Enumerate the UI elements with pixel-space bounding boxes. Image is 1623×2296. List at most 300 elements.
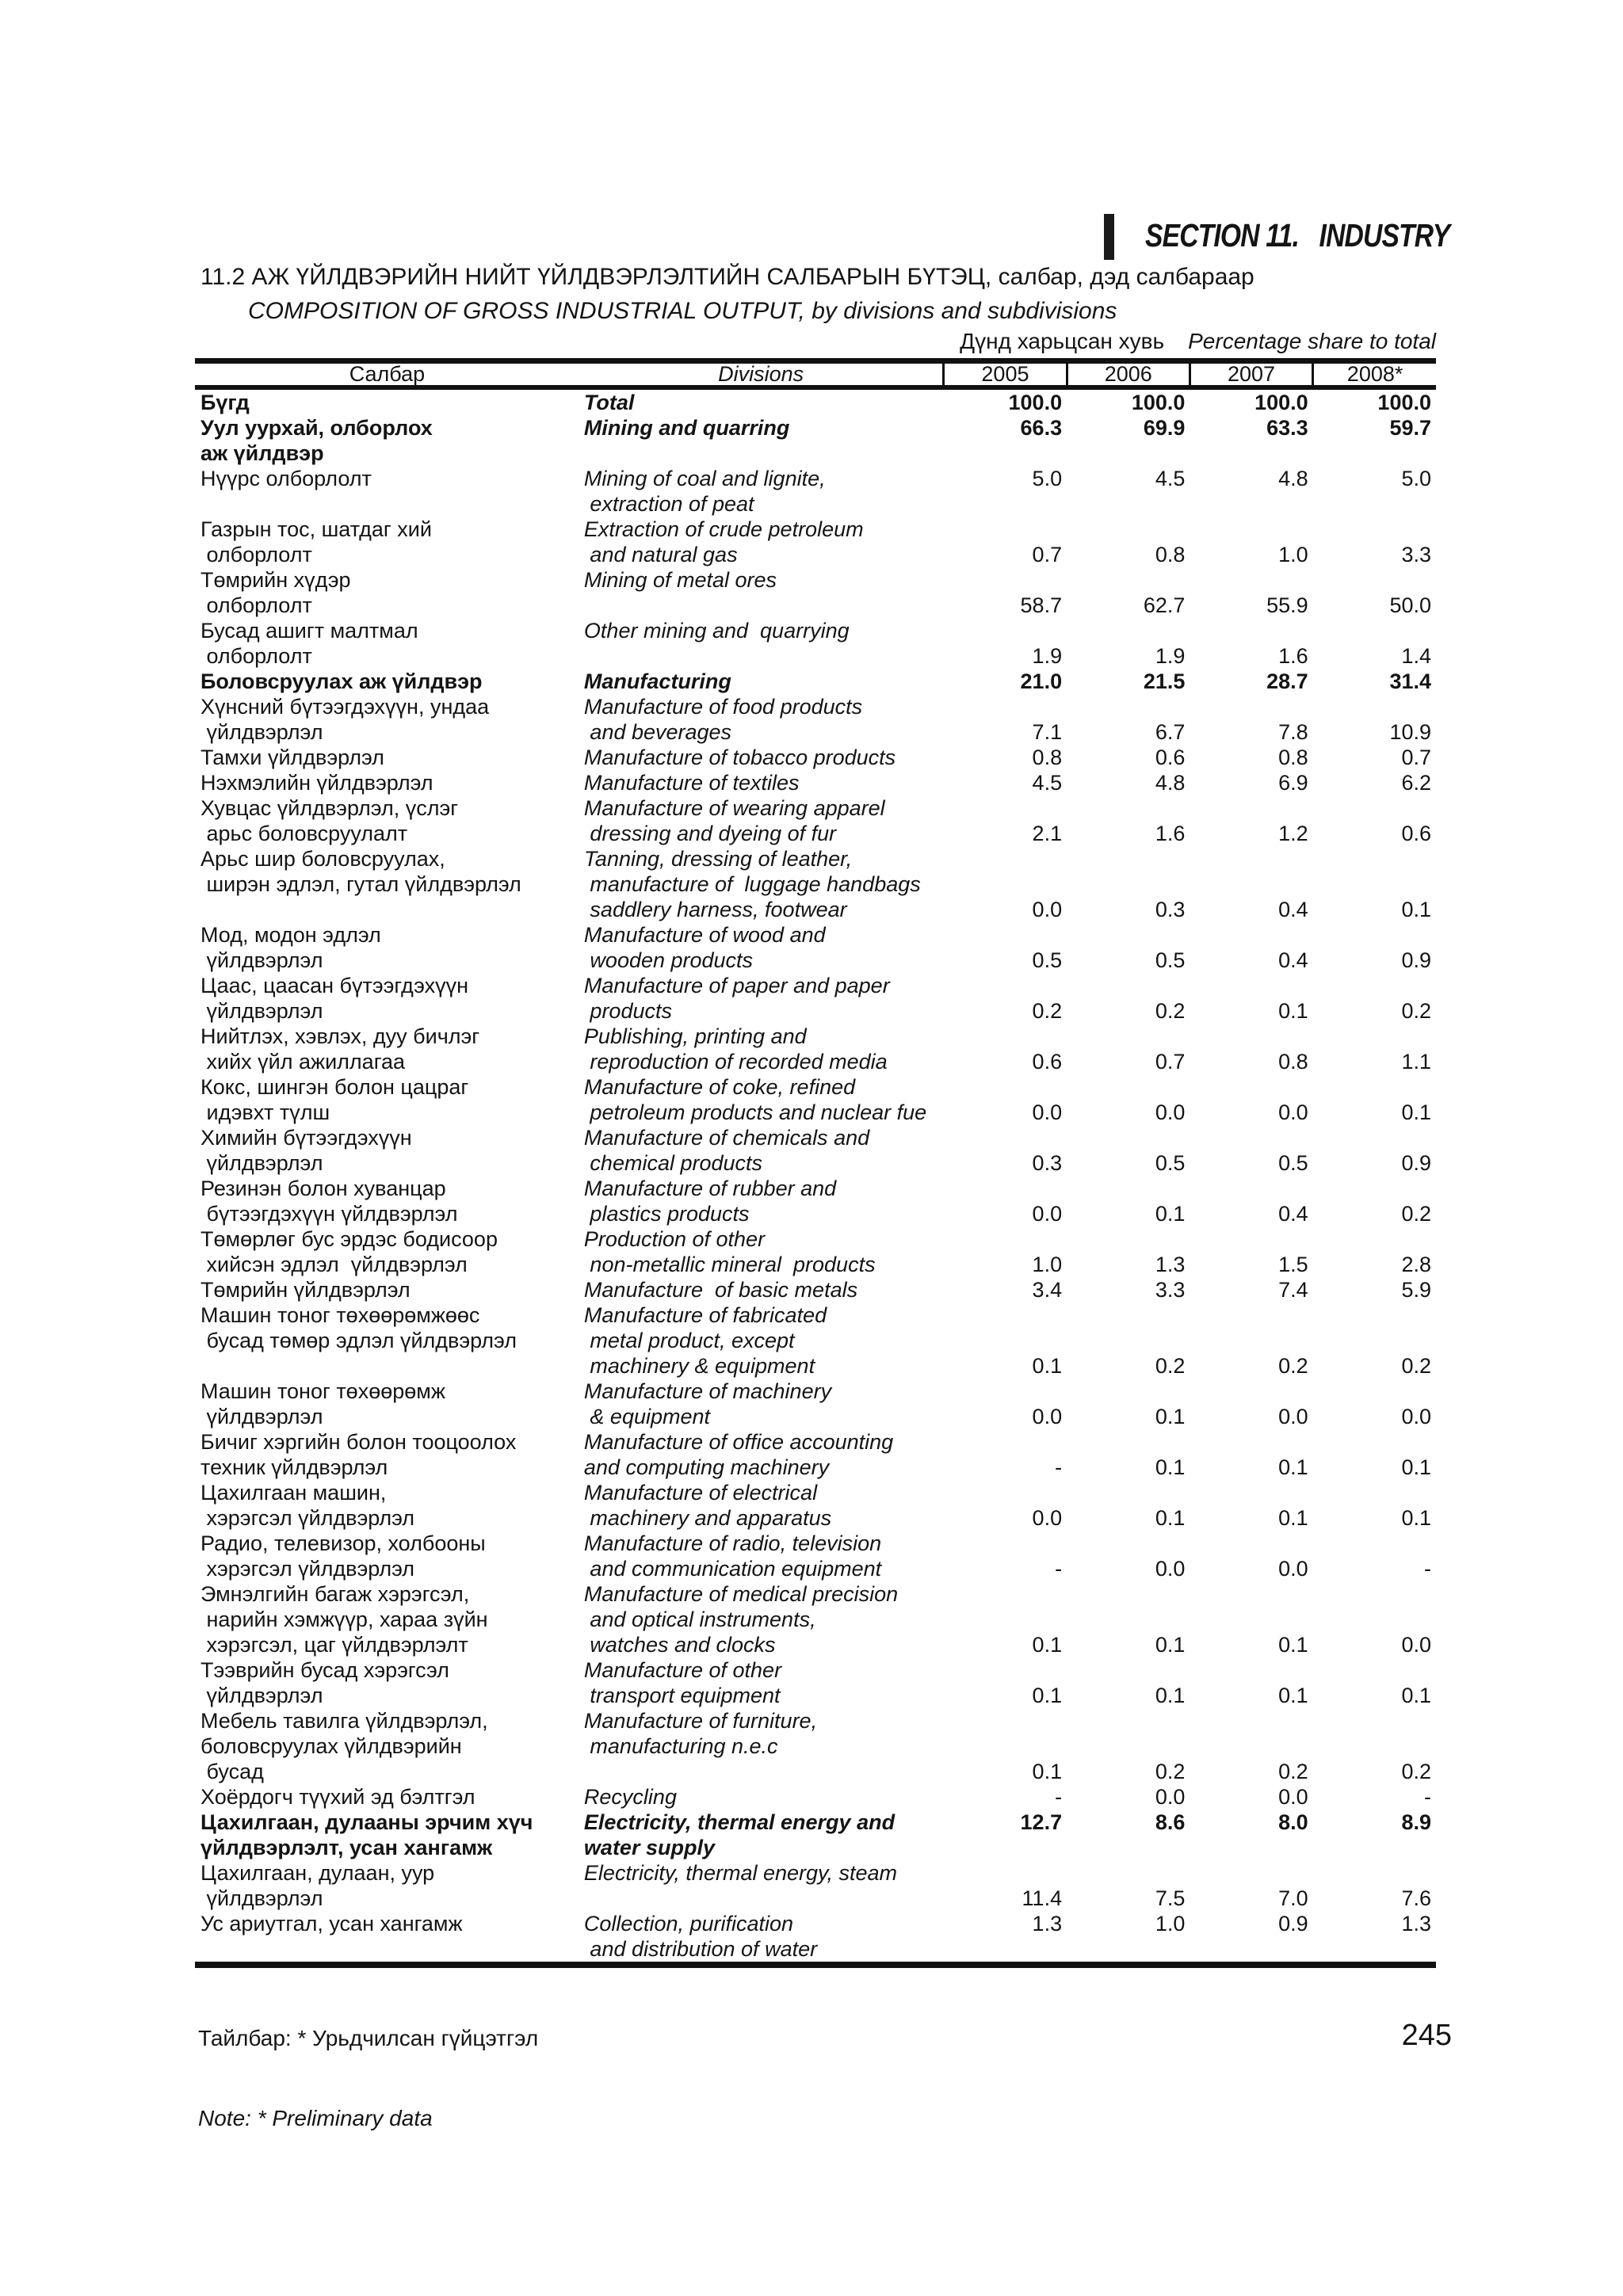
table-row [195,1860,1436,1886]
value-2007 [1190,1176,1312,1201]
division-name-en: metal product, except [583,1329,795,1352]
value-2008: 0.0 [1401,1405,1431,1428]
division-name-mn: Хувцас үйлдвэрлэл, үслэг [200,796,459,820]
division-name-mn: Төмөрлөг бус эрдэс бодисоор [200,1227,498,1251]
division-name-mn: бусад төмөр эдлэл үйлдвэрлэл [200,1329,517,1352]
division-name-mn: Уул уурхай, олборлох [200,416,433,440]
value-2005: 0.5 [1032,948,1063,972]
value-2006 [1067,1429,1190,1455]
table-row [195,770,1436,795]
value-2005 [944,795,1067,821]
value-2006 [1067,1581,1190,1607]
division-name-mn: арьс боловсруулалт [200,822,408,845]
division-name-mn: бүтээгдэхүүн үйлдвэрлэл [200,1202,458,1226]
value-2005 [944,1074,1067,1100]
table-row [195,1759,1436,1784]
value-2007: 63.3 [1266,416,1308,440]
division-name-mn: хийсэн эдлэл үйлдвэрлэл [200,1253,468,1276]
value-2007 [1190,1480,1312,1505]
table-row [195,1810,1436,1835]
column-header-2006: 2006 [1067,361,1190,388]
value-2007 [1190,517,1312,542]
division-name-en: Manufacture of other [583,1658,782,1682]
value-2005: - [1055,1455,1063,1479]
value-2006: 0.2 [1155,999,1186,1023]
value-2007 [1190,1125,1312,1150]
table-row [195,441,1436,466]
division-name-mn: үйлдвэрлэл [200,1886,323,1910]
value-2008 [1313,1125,1436,1150]
value-2005 [944,1302,1067,1328]
table-row [195,1708,1436,1733]
value-2006 [1067,694,1190,719]
division-name-mn: Резинэн болон хуванцар [200,1177,446,1200]
division-name-en: non-metallic mineral products [583,1253,876,1276]
value-2008 [1313,1531,1436,1556]
table-row [195,1683,1436,1708]
value-2006 [1067,517,1190,542]
division-name-mn: Мод, модон эдлэл [200,923,381,947]
value-2006: 4.8 [1155,771,1186,795]
division-name-mn: олборлолт [200,543,312,566]
table-row [195,1911,1436,1936]
value-2006 [1067,567,1190,593]
division-name-mn: техник үйлдвэрлэл [200,1455,388,1479]
value-2007 [1190,871,1312,897]
value-2007: 0.0 [1278,1557,1308,1581]
division-name-en: Electricity, thermal energy, steam [583,1861,898,1885]
division-name-mn: Нүүрс олборлолт [200,467,372,490]
division-name-en: Manufacture of radio, television [583,1531,882,1555]
value-2005 [944,871,1067,897]
value-2006 [1067,871,1190,897]
value-2007 [1190,1074,1312,1100]
table-row [195,1455,1436,1480]
division-name-mn: хэрэгсэл, цаг үйлдвэрлэлт [200,1633,468,1657]
division-name-en: Other mining and quarrying [583,619,850,643]
division-name-en: and beverages [583,720,732,744]
table-row [195,1936,1436,1965]
value-2008: 0.2 [1401,1354,1431,1378]
division-name-en: Manufacture of fabricated [583,1303,827,1327]
division-name-en: Manufacture of machinery [583,1379,832,1403]
division-name-mn [195,1936,579,1965]
table-row [195,745,1436,770]
value-2008: 3.3 [1401,543,1431,566]
division-name-en: Manufacture of office accounting [583,1430,894,1454]
value-2005: 0.1 [1032,1633,1063,1657]
table-body [195,387,1436,1965]
division-name-en: Manufacture of coke, refined [583,1075,856,1099]
table-row [195,669,1436,694]
value-2005: 11.4 [1022,1886,1063,1910]
value-2006 [1067,1125,1190,1150]
table-row [195,1607,1436,1632]
table-row [195,1100,1436,1125]
table-row [195,387,1436,415]
division-name-mn: Бусад ашигт малтмал [200,619,418,643]
value-2006 [1067,1936,1190,1965]
value-2007: 0.0 [1278,1405,1308,1428]
value-2005 [944,441,1067,466]
value-2006: 1.9 [1155,644,1186,668]
table-caption [195,326,1436,357]
value-2008: 8.9 [1401,1810,1431,1834]
document-title [200,263,1437,326]
value-2008: 0.7 [1401,746,1431,769]
value-2005 [944,1581,1067,1607]
value-2008: 0.1 [1401,1506,1431,1530]
value-2008 [1313,1328,1436,1353]
value-2006 [1067,1328,1190,1353]
value-2005 [944,694,1067,719]
title-mongolian: 11.2 АЖ ҮЙЛДВЭРИЙН НИЙТ ҮЙЛДВЭРЛЭЛТИЙН САЛБАРЫН БҮТЭЦ, салбар, дэд салбараар [200,264,1254,290]
value-2008 [1313,1733,1436,1759]
division-name-mn: үйлдвэрлэл [200,999,323,1023]
value-2008: 0.0 [1401,1633,1431,1657]
table-row [195,517,1436,542]
value-2007 [1190,1531,1312,1556]
division-name-mn: Эмнэлгийн багаж хэрэгсэл, [200,1582,470,1606]
division-name-en: chemical products [583,1151,763,1175]
value-2007 [1190,1708,1312,1733]
division-name-mn [195,897,579,922]
division-name-mn: Кокс, шингэн болон цацраг [200,1075,469,1099]
division-name-en: saddlery harness, footwear [583,898,847,921]
value-2006: 0.3 [1155,898,1186,921]
value-2005 [944,846,1067,871]
division-name-mn: Газрын тос, шатдаг хий [200,517,432,541]
table-row [195,1049,1436,1074]
table-row [195,821,1436,846]
division-name-mn: Цахилгаан, дулаан, уур [200,1861,435,1885]
table-row [195,1150,1436,1176]
value-2005: 12.7 [1020,1810,1063,1834]
value-2006: 69.9 [1143,416,1186,440]
division-name-mn: үйлдвэрлэлт, усан хангамж [200,1836,493,1859]
value-2007: 0.1 [1278,1684,1308,1707]
division-name-en: Extraction of crude petroleum [583,517,864,541]
table-row [195,922,1436,948]
division-name-mn [195,1353,579,1379]
value-2007: 55.9 [1266,593,1308,617]
value-2005 [944,922,1067,948]
value-2005: 0.0 [1032,1202,1063,1226]
value-2006 [1067,973,1190,998]
division-name-mn: Нийтлэх, хэвлэх, дуу бичлэг [200,1024,480,1048]
value-2008 [1313,1607,1436,1632]
value-2006: 0.7 [1155,1050,1186,1074]
value-2005: 0.0 [1032,898,1063,921]
value-2007: 0.9 [1278,1912,1308,1936]
value-2007: 0.1 [1278,999,1308,1023]
division-name-mn: Мебель тавилга үйлдвэрлэл, [200,1709,488,1733]
value-2005 [944,1024,1067,1049]
value-2007 [1190,795,1312,821]
table-row [195,719,1436,745]
division-name-mn: Радио, телевизор, холбооны [200,1531,486,1555]
value-2008 [1313,1860,1436,1886]
division-name-mn: Ус ариутгал, усан хангамж [200,1912,463,1936]
value-2008: 0.1 [1401,1100,1431,1124]
value-2006 [1067,491,1190,517]
value-2007 [1190,1657,1312,1683]
value-2008 [1313,694,1436,719]
value-2005: 0.8 [1032,746,1063,769]
division-name-en: & equipment [583,1405,711,1428]
division-name-en: Tanning, dressing of leather, [583,847,853,871]
value-2005: 66.3 [1020,416,1063,440]
value-2008: 0.2 [1401,1760,1431,1783]
value-2008 [1313,795,1436,821]
value-2005 [944,1860,1067,1886]
division-name-en: and natural gas [583,543,738,566]
value-2007 [1190,567,1312,593]
division-name-en: machinery and apparatus [583,1506,832,1530]
value-2006: 62.7 [1143,593,1186,617]
note-english: Note: * Preliminary data [198,2106,433,2130]
division-name-mn: бусад [200,1760,264,1783]
value-2007 [1190,1328,1312,1353]
value-2005 [944,1835,1067,1860]
division-name-en: Collection, purification [583,1912,794,1936]
value-2005 [944,1733,1067,1759]
value-2006: 0.1 [1155,1633,1186,1657]
value-2007: 1.0 [1278,543,1308,566]
value-2007: 7.4 [1278,1278,1308,1302]
value-2005 [944,1657,1067,1683]
division-name-mn: үйлдвэрлэл [200,948,323,972]
value-2008 [1313,1708,1436,1733]
value-2008 [1313,1429,1436,1455]
table-row [195,1277,1436,1302]
value-2007 [1190,1733,1312,1759]
value-2008 [1313,1657,1436,1683]
value-2006 [1067,1607,1190,1632]
value-2007: 0.4 [1278,948,1308,972]
table-row [195,1632,1436,1657]
value-2007: 0.0 [1278,1785,1308,1809]
division-name-mn: ширэн эдлэл, гутал үйлдвэрлэл [200,872,521,896]
division-name-mn: нарийн хэмжүүр, хараа зүйн [200,1608,488,1631]
value-2008: 0.2 [1401,1202,1431,1226]
page-number: 245 [1401,2019,1452,2052]
value-2005 [944,1607,1067,1632]
division-name-en: and computing machinery [583,1455,830,1479]
division-name-en: water supply [583,1836,715,1859]
table-row [195,1657,1436,1683]
table-row [195,1556,1436,1581]
table-row [195,871,1436,897]
value-2008: 5.0 [1401,467,1431,490]
value-2005 [944,1328,1067,1353]
division-name-en: Manufacture of tobacco products [583,746,896,769]
table-row [195,1024,1436,1049]
division-name-mn: Төмрийн үйлдвэрлэл [200,1278,411,1302]
value-2007 [1190,694,1312,719]
table-row [195,1886,1436,1911]
value-2006: 0.0 [1155,1785,1186,1809]
value-2007: 1.5 [1278,1253,1308,1276]
value-2007 [1190,846,1312,871]
value-2008: 10.9 [1389,720,1431,744]
value-2006: 0.1 [1155,1506,1186,1530]
value-2005 [944,1480,1067,1505]
division-name-en: Recycling [583,1785,677,1809]
column-header-2008: 2008* [1313,361,1436,388]
value-2005: 0.3 [1032,1151,1063,1175]
division-name-mn: Машин тоног төхөөрөмжөөс [200,1303,480,1327]
value-2006: 3.3 [1155,1278,1186,1302]
value-2007 [1190,1936,1312,1965]
division-name-en: manufacture of luggage handbags [583,872,921,896]
table-row [195,973,1436,998]
division-name-mn: Цаас, цаасан бүтээгдэхүүн [200,974,468,997]
value-2007: 0.4 [1278,1202,1308,1226]
value-2007: 4.8 [1278,467,1308,490]
section-header-bar [1104,214,1114,260]
division-name-mn: идэвхт түлш [200,1100,330,1124]
division-name-en: Manufacture of wearing apparel [583,796,885,820]
value-2008: 100.0 [1377,391,1431,414]
value-2008: 59.7 [1389,416,1431,440]
value-2008 [1313,922,1436,948]
value-2006 [1067,441,1190,466]
table-row [195,1353,1436,1379]
value-2008 [1313,567,1436,593]
value-2008: 1.1 [1401,1050,1431,1074]
title-english: COMPOSITION OF GROSS INDUSTRIAL OUTPUT, by divisions and subdivisions [248,298,1117,324]
composition-table [195,358,1436,1968]
table-row [195,1379,1436,1404]
value-2008 [1313,1379,1436,1404]
value-2008 [1313,517,1436,542]
division-name-mn [195,491,579,517]
division-name-en: dressing and dyeing of fur [583,822,837,845]
division-name-en: and distribution of water [583,1937,818,1961]
value-2008 [1313,1480,1436,1505]
value-2007 [1190,618,1312,643]
division-name-mn: Бичиг хэргийн болон тооцоолох [200,1430,517,1454]
value-2008 [1313,1176,1436,1201]
value-2007: 7.0 [1278,1886,1308,1910]
value-2005 [944,1531,1067,1556]
value-2005: 58.7 [1020,593,1063,617]
table-row [195,593,1436,618]
table-row [195,1176,1436,1201]
value-2005 [944,491,1067,517]
value-2006: 100.0 [1131,391,1186,414]
table-row [195,491,1436,517]
value-2006 [1067,846,1190,871]
division-name-en [579,593,944,618]
value-2007: 100.0 [1254,391,1308,414]
value-2005: 0.7 [1032,543,1063,566]
table-row [195,1480,1436,1505]
value-2008: 0.1 [1401,898,1431,921]
value-2007 [1190,1226,1312,1252]
value-2005: 0.1 [1032,1354,1063,1378]
value-2008 [1313,1936,1436,1965]
division-name-en: watches and clocks [583,1633,776,1657]
division-name-en: Electricity, thermal energy and [583,1810,896,1834]
value-2007: 0.2 [1278,1354,1308,1378]
division-name-mn: Хоёрдогч түүхий эд бэлтгэл [200,1785,475,1809]
column-header-salbar: Салбар [195,361,579,388]
value-2007: 0.1 [1278,1633,1308,1657]
value-2007: 0.1 [1278,1455,1308,1479]
value-2006 [1067,1074,1190,1100]
value-2006: 0.2 [1155,1760,1186,1783]
value-2006: 1.6 [1155,822,1186,845]
value-2007 [1190,1581,1312,1607]
table-row [195,542,1436,567]
value-2007 [1190,973,1312,998]
value-2007: 7.8 [1278,720,1308,744]
value-2008 [1313,441,1436,466]
division-name-en: Manufacture of food products [583,695,863,719]
division-name-en [579,1759,944,1784]
value-2005: 0.1 [1032,1760,1063,1783]
table-row [195,415,1436,441]
table-row [195,1733,1436,1759]
value-2006: 1.3 [1155,1253,1186,1276]
division-name-en: and optical instruments, [583,1608,816,1631]
division-name-mn: Тээврийн бусад хэрэгсэл [200,1658,449,1682]
value-2008: 6.2 [1401,771,1431,795]
value-2005: 0.0 [1032,1405,1063,1428]
value-2007: 1.6 [1278,644,1308,668]
value-2008: 0.6 [1401,822,1431,845]
value-2006: 4.5 [1155,467,1186,490]
value-2008: - [1424,1785,1431,1809]
division-name-en: Manufacture of basic metals [583,1278,858,1302]
value-2005: 0.6 [1032,1050,1063,1074]
value-2005: 2.1 [1032,822,1063,845]
value-2007: 6.9 [1278,771,1308,795]
value-2005: - [1055,1785,1063,1809]
table-row [195,1201,1436,1226]
value-2007 [1190,922,1312,948]
value-2008: 2.8 [1401,1253,1431,1276]
value-2005: - [1055,1557,1063,1581]
division-name-mn: Хүнсний бүтээгдэхүүн, ундаа [200,695,490,719]
division-name-mn: хэрэгсэл үйлдвэрлэл [200,1506,415,1530]
value-2006 [1067,1024,1190,1049]
division-name-mn: үйлдвэрлэл [200,1684,323,1707]
division-name-mn: Цахилгаан, дулааны эрчим хүч [200,1810,533,1834]
value-2005: 3.4 [1032,1278,1063,1302]
value-2007: 0.2 [1278,1760,1308,1783]
division-name-en: petroleum products and nuclear fue [583,1100,927,1124]
division-name-mn: олборлолт [200,593,312,617]
value-2008 [1313,1302,1436,1328]
value-2008: 31.4 [1389,669,1431,693]
value-2007: 0.0 [1278,1100,1308,1124]
value-2007: 0.8 [1278,1050,1308,1074]
division-name-en: Manufacture of medical precision [583,1582,899,1606]
value-2007 [1190,491,1312,517]
column-header-2007: 2007 [1190,361,1312,388]
value-2006: 0.5 [1155,1151,1186,1175]
value-2006: 8.6 [1155,1810,1186,1834]
division-name-en: plastics products [583,1202,750,1226]
table-row [195,1328,1436,1353]
division-name-en: machinery & equipment [583,1354,815,1378]
value-2008 [1313,618,1436,643]
value-2006 [1067,795,1190,821]
division-name-mn: хийх үйл ажиллагаа [200,1050,405,1074]
